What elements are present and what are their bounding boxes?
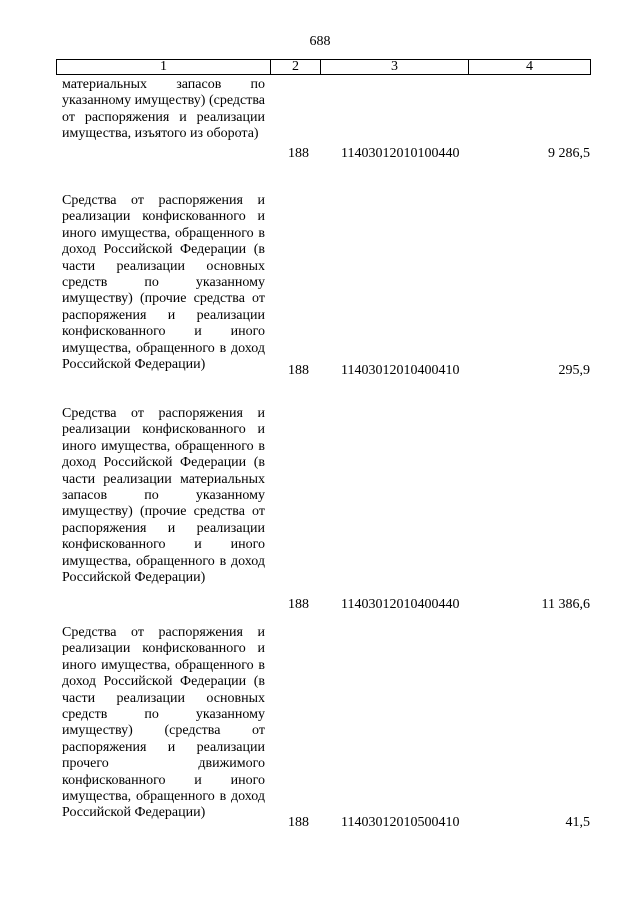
column-header-4: 4	[526, 59, 533, 74]
row-budget-code: 11403012010100440	[341, 146, 460, 161]
row-budget-code: 11403012010400410	[341, 363, 460, 378]
row-amount: 9 286,5	[548, 146, 590, 161]
row-amount: 295,9	[558, 363, 590, 378]
row-amount: 11 386,6	[541, 597, 590, 612]
row-admin-code: 188	[288, 597, 309, 612]
table-header	[56, 59, 591, 75]
column-header-2: 2	[271, 60, 321, 74]
page-number: 688	[309, 34, 331, 49]
column-header-3: 3	[321, 60, 469, 74]
row-admin-code: 188	[288, 363, 309, 378]
row-description: Средства от распоряжения и реализации конфискованного и иного имущества, обращенного в доход Российской Федерации (в части реализации основных средств по указанному имуществу) (средства от распоряжения и реализации прочего движимого конфискованного и иного имущества, обращенного в доход Российской Федерации)	[62, 625, 265, 821]
row-description: Средства от распоряжения и реализации конфискованного и иного имущества, обращенного в доход Российской Федерации (в части реализации основных средств по указанному имуществу) (прочие средства от распоряжения и реализации конфискованного и иного имущества, обращенного в доход Российской Федерации)	[62, 193, 265, 373]
row-budget-code: 11403012010400440	[341, 597, 460, 612]
row-amount: 41,5	[565, 815, 590, 830]
row-admin-code: 188	[288, 815, 309, 830]
row-description: Средства от распоряжения и реализации конфискованного и иного имущества, обращенного в доход Российской Федерации (в части реализации материальных запасов по указанному имуществу) (прочие средства от распоряжения и реализации конфискованного и иного имущества, обращенного в доход Российской Федерации)	[62, 406, 265, 586]
row-admin-code: 188	[288, 146, 309, 161]
row-budget-code: 11403012010500410	[341, 815, 460, 830]
column-header-1: 1	[57, 60, 271, 74]
row-description: материальных запасов по указанному имуществу) (средства от распоряжения и реализации имущества, изъятого из оборота)	[62, 77, 265, 142]
